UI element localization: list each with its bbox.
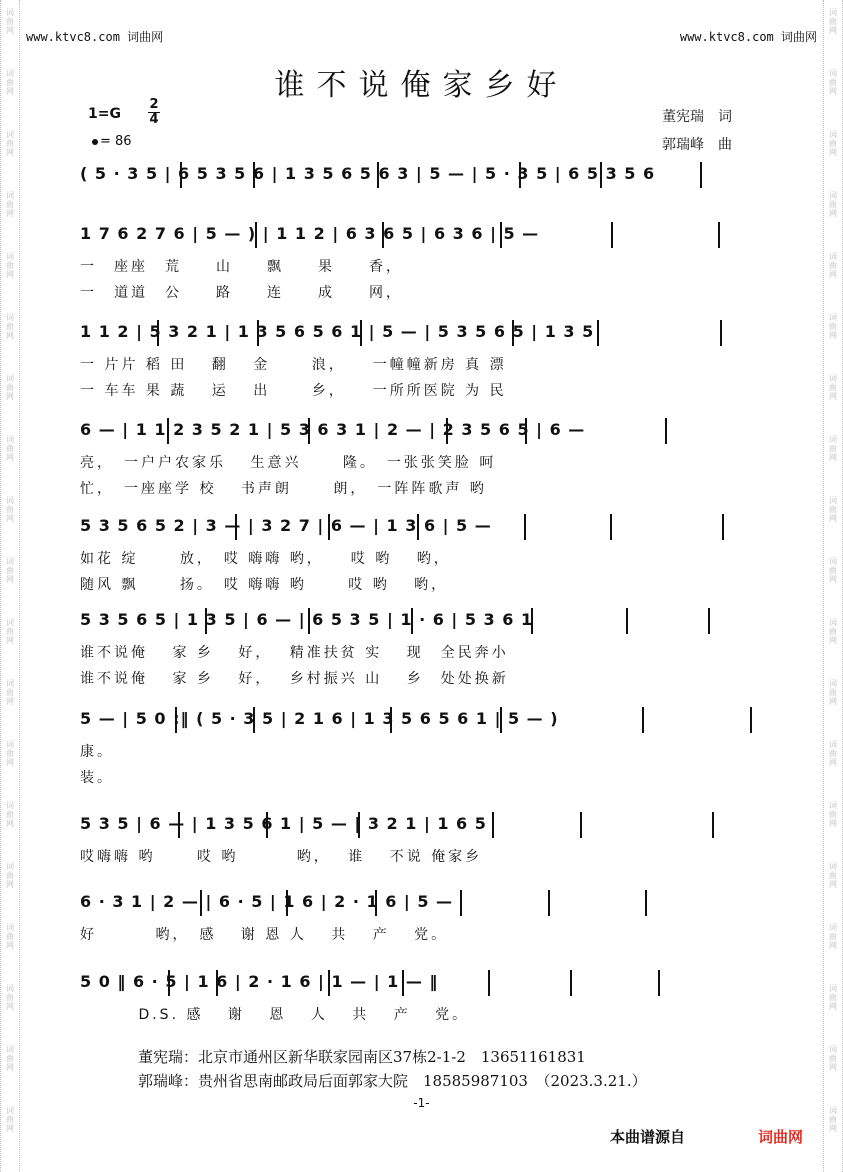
- lyric-line: 忙， 一座座学 校 书声朗 朗， 一阵阵歌声 哟: [80, 481, 487, 497]
- bar-line: [645, 890, 647, 916]
- bar-line: [658, 970, 660, 996]
- watermark-mark: 词 曲 网: [6, 69, 14, 96]
- jianpu-notes: 5 — | 5 0 :‖ ( 5 · 3 5 | 2 1 6 | 1 3 5 6 5 6 1 | 5 — ): [80, 709, 559, 728]
- watermark-mark: 词 曲 网: [6, 191, 14, 218]
- contact-lyricist: 董宪瑞：北京市通州区新华联家园南区37栋2-1-2 13651161831: [138, 1048, 586, 1066]
- watermark-mark: 词 曲 网: [6, 252, 14, 279]
- watermark-mark: 词 曲 网: [6, 8, 14, 35]
- jianpu-notes: 5 3 5 | 6 — | 1 3 5 6 1 | 5 — | 3 2 1 | 1 6 5: [80, 814, 487, 833]
- watermark-mark: 词 曲 网: [829, 618, 837, 645]
- score-row: [80, 318, 755, 398]
- jianpu-notes: ( 5 · 3 5 | 6 5 3 5 6 | 1 3 5 6 5 6 3 | 5 — | 5 · 3 5 | 6 5 3 5 6: [80, 164, 656, 183]
- notation-line: [80, 220, 755, 250]
- watermark-mark: 词 曲 网: [829, 740, 837, 767]
- score-row: [80, 416, 755, 496]
- lyric-line: 一 片片 稻 田 翻 金 浪， 一幢幢新房 真 漂: [80, 357, 507, 373]
- bar-line: [722, 514, 724, 540]
- bar-line: [548, 890, 550, 916]
- bar-line: [610, 514, 612, 540]
- notation-line: [80, 512, 755, 542]
- jianpu-notes: 6 · 3 1 | 2 — | 6 · 5 | 1 6 | 2 · 1 6 | 5 —: [80, 892, 454, 911]
- watermark-mark: 词 曲 网: [829, 801, 837, 828]
- watermark-mark: 词 曲 网: [6, 435, 14, 462]
- tempo-mark: [92, 134, 132, 149]
- bar-line: [611, 222, 613, 248]
- score-row: [80, 220, 755, 300]
- left-watermark-strip: [0, 0, 20, 1172]
- bar-line: [720, 320, 722, 346]
- watermark-mark: 词 曲 网: [6, 496, 14, 523]
- bar-line: [718, 222, 720, 248]
- key-signature: 1=G: [88, 106, 121, 122]
- notation-line: [80, 160, 755, 190]
- watermark-mark: 词 曲 网: [6, 1106, 14, 1133]
- notation-line: [80, 416, 755, 446]
- watermark-mark: 词 曲 网: [829, 923, 837, 950]
- notation-line: [80, 318, 755, 348]
- page-number: -1-: [413, 1096, 430, 1110]
- watermark-mark: 词 曲 网: [6, 923, 14, 950]
- time-bottom: 4: [149, 112, 159, 127]
- notation-line: [80, 888, 755, 918]
- watermark-mark: 词 曲 网: [829, 679, 837, 706]
- right-watermark-strip: [823, 0, 843, 1172]
- watermark-mark: 词 曲 网: [6, 313, 14, 340]
- bar-line: [524, 514, 526, 540]
- watermark-mark: 词 曲 网: [6, 130, 14, 157]
- jianpu-notes: 6 — | 1 1 2 3 5 2 1 | 5 3 6 3 1 | 2 — | 2 3 5 6 5 | 6 —: [80, 420, 586, 439]
- lyric-line: 亮， 一户户农家乐 生意兴 隆。 一张张笑脸 呵: [80, 455, 497, 471]
- contact-composer: 郭瑞峰：贵州省思南邮政局后面郭家大院 18585987103 （2023.3.21.）: [138, 1072, 647, 1090]
- notation-line: [80, 968, 755, 998]
- bar-line: [488, 970, 490, 996]
- bar-line: [626, 608, 628, 634]
- watermark-mark: 词 曲 网: [6, 557, 14, 584]
- lyric-line: 好 哟， 感 谢 恩 人 共 产 党。: [80, 927, 449, 943]
- score-row: [80, 705, 755, 785]
- lyric-line: D.S. 感 谢 恩 人 共 产 党。: [80, 1007, 470, 1023]
- jianpu-notes: 1 1 2 | 5 3 2 1 | 1 3 5 6 5 6 1 | 5 — | 5 3 5 6 5 | 1 3 5: [80, 322, 595, 341]
- watermark-mark: 词 曲 网: [6, 1045, 14, 1072]
- score-row: [80, 888, 755, 968]
- lyric-line: 谁不说俺 家 乡 好， 精准扶贫 实 现 全民奔小: [80, 645, 509, 661]
- bar-line: [460, 890, 462, 916]
- jianpu-notes: 5 3 5 6 5 | 1 3 5 | 6 — | 6 5 3 5 | 1 · 6 | 5 3 6 1: [80, 610, 534, 629]
- score-row: [80, 968, 755, 1048]
- watermark-mark: 词 曲 网: [829, 191, 837, 218]
- bar-line: [665, 418, 667, 444]
- watermark-mark: 词 曲 网: [829, 252, 837, 279]
- lyric-line: 一 道道 公 路 连 成 网，: [80, 285, 403, 301]
- tempo-value: = 86: [100, 134, 132, 149]
- lyric-line: 装。: [80, 770, 114, 786]
- watermark-mark: 词 曲 网: [6, 374, 14, 401]
- watermark-mark: 词 曲 网: [6, 740, 14, 767]
- bar-line: [750, 707, 752, 733]
- jianpu-notes: 1 7 6 2 7 6 | 5 — ) | 1 1 2 | 6 3 6 5 | 6 3 6 | 5 —: [80, 224, 540, 243]
- lyric-line: 哎嗨嗨 哟 哎 哟 哟， 谁 不说 俺家乡: [80, 849, 483, 865]
- quarter-note-icon: [92, 139, 98, 145]
- site-url-right[interactable]: www.ktvc8.com 词曲网: [679, 30, 817, 44]
- watermark-mark: 词 曲 网: [829, 862, 837, 889]
- watermark-mark: 词 曲 网: [829, 374, 837, 401]
- lyric-line: 随风 飘 扬。 哎 嗨嗨 哟 哎 哟 哟，: [80, 577, 449, 593]
- lyric-line: 一 座座 荒 山 飘 果 香，: [80, 259, 403, 275]
- watermark-mark: 词 曲 网: [829, 313, 837, 340]
- song-title: 谁不说俺家乡好: [274, 68, 569, 103]
- time-signature: [148, 98, 160, 127]
- bar-line: [712, 812, 714, 838]
- site-url-left[interactable]: www.ktvc8.com 词曲网: [26, 30, 164, 44]
- watermark-mark: 词 曲 网: [829, 984, 837, 1011]
- time-top: 2: [149, 97, 159, 112]
- bar-line: [597, 320, 599, 346]
- notation-line: [80, 606, 755, 636]
- watermark-mark: 词 曲 网: [829, 69, 837, 96]
- bar-line: [570, 970, 572, 996]
- notation-line: [80, 810, 755, 840]
- watermark-mark: 词 曲 网: [6, 618, 14, 645]
- jianpu-notes: 5 0 ‖ 6 · 5 | 1 6 | 2 · 1 6 | 1 — | 1 — ‖: [80, 972, 439, 991]
- source-label: 本曲谱源自: [610, 1128, 686, 1146]
- watermark-mark: 词 曲 网: [829, 557, 837, 584]
- watermark-mark: 词 曲 网: [829, 496, 837, 523]
- brand-logo[interactable]: 词曲网: [758, 1128, 804, 1146]
- score-row: [80, 512, 755, 592]
- bar-line: [580, 812, 582, 838]
- watermark-mark: 词 曲 网: [829, 8, 837, 35]
- bar-line: [700, 162, 702, 188]
- score-row: [80, 810, 755, 890]
- jianpu-notes: 5 3 5 6 5 2 | 3 — | 3 2 7 | 6 — | 1 3 6 | 5 —: [80, 516, 492, 535]
- bar-line: [492, 812, 494, 838]
- watermark-mark: 词 曲 网: [6, 862, 14, 889]
- lyricist-credit: 董宪瑞 词: [662, 109, 732, 125]
- lyric-line: 康。: [80, 744, 114, 760]
- watermark-mark: 词 曲 网: [6, 679, 14, 706]
- watermark-mark: 词 曲 网: [829, 130, 837, 157]
- bar-line: [708, 608, 710, 634]
- notation-line: [80, 705, 755, 735]
- composer-credit: 郭瑞峰 曲: [662, 137, 732, 153]
- bar-line: [642, 707, 644, 733]
- lyric-line: 如花 绽 放， 哎 嗨嗨 哟， 哎 哟 哟，: [80, 551, 451, 567]
- lyric-line: 一 车车 果 蔬 运 出 乡， 一所所医院 为 民: [80, 383, 507, 399]
- watermark-mark: 词 曲 网: [6, 984, 14, 1011]
- watermark-mark: 词 曲 网: [829, 1045, 837, 1072]
- lyric-line: 谁不说俺 家 乡 好， 乡村振兴 山 乡 处处换新: [80, 671, 509, 687]
- score-row: [80, 606, 755, 686]
- watermark-mark: 词 曲 网: [829, 435, 837, 462]
- watermark-mark: 词 曲 网: [829, 1106, 837, 1133]
- watermark-mark: 词 曲 网: [6, 801, 14, 828]
